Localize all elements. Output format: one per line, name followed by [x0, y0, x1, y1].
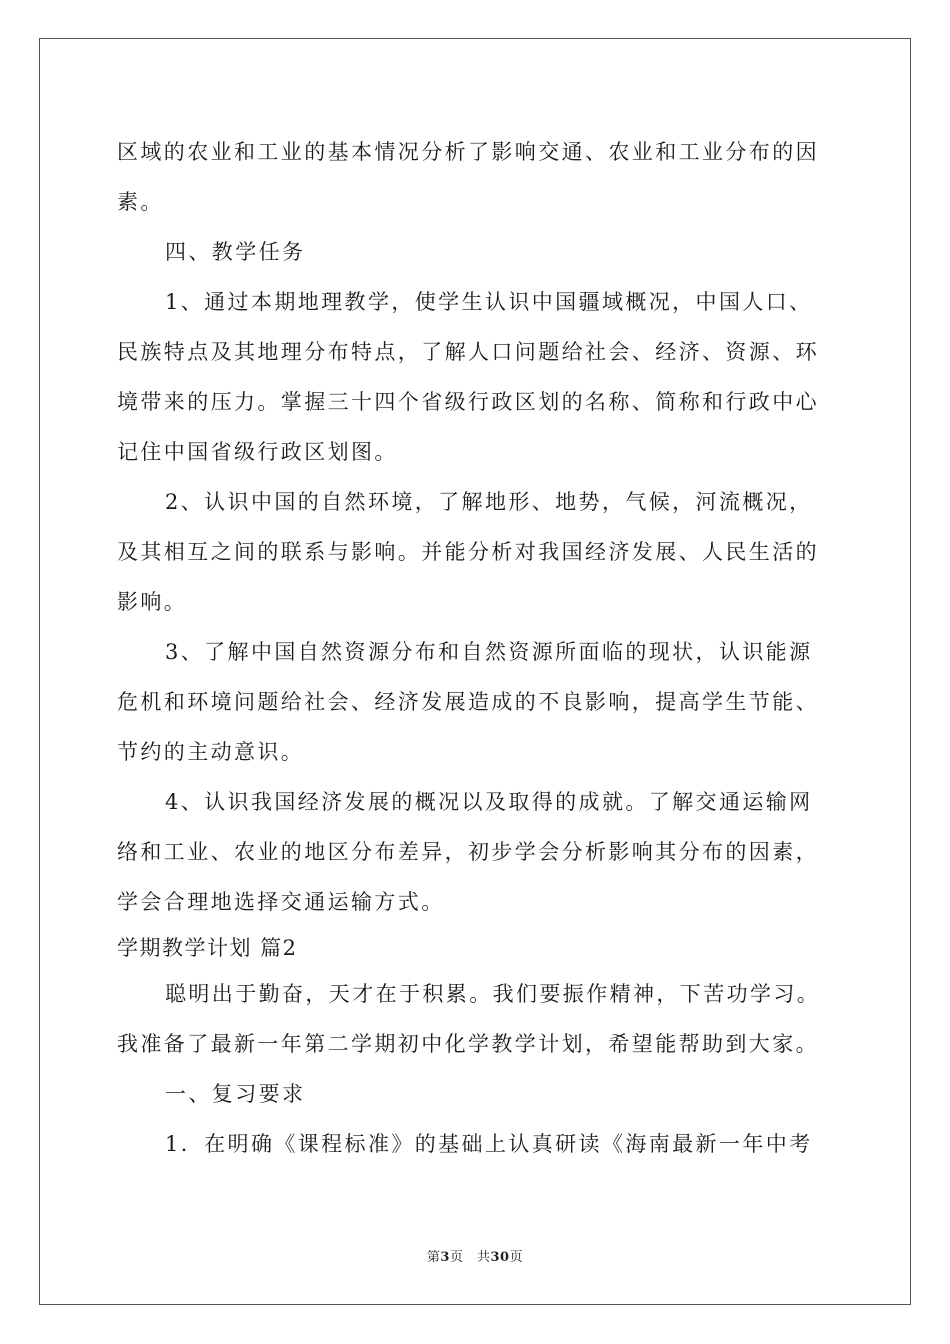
text-line: 4、认识我国经济发展的概况以及取得的成就。了解交通运输网	[165, 790, 813, 814]
section-heading: 学期教学计划 篇2	[117, 936, 298, 960]
text-line: 络和工业、农业的地区分布差异，初步学会分析影响其分布的因素，	[117, 840, 819, 864]
text-line: 区域的农业和工业的基本情况分析了影响交通、农业和工业分布的因	[117, 140, 819, 164]
text-line: 节约的主动意识。	[117, 740, 305, 764]
text-line: 民族特点及其地理分布特点，了解人口问题给社会、经济、资源、环	[117, 340, 819, 364]
text-line: 记住中国省级行政区划图。	[117, 440, 398, 464]
text-line: 四、教学任务	[165, 240, 306, 264]
text-line: 聪明出于勤奋，天才在于积累。我们要振作精神，下苦功学习。	[165, 982, 821, 1006]
text-line: 学会合理地选择交通运输方式。	[117, 890, 445, 914]
page-footer	[0, 1246, 950, 1265]
footer-prefix: 第	[426, 1250, 441, 1265]
text-line: 3、了解中国自然资源分布和自然资源所面临的现状，认识能源	[165, 640, 813, 664]
footer-middle: 页 共	[449, 1250, 491, 1265]
text-line: 1．在明确《课程标准》的基础上认真研读《海南最新一年中考	[165, 1132, 813, 1156]
text-line: 素。	[117, 190, 164, 214]
paragraphs-before	[117, 127, 833, 927]
text-line: 1、通过本期地理教学，使学生认识中国疆域概况，中国人口、	[165, 290, 813, 314]
text-line: 境带来的压力。掌握三十四个省级行政区划的名称、简称和行政中心	[117, 390, 819, 414]
text-line: 我准备了最新一年第二学期初中化学教学计划，希望能帮助到大家。	[117, 1032, 819, 1056]
text-line: 一、复习要求	[165, 1082, 306, 1106]
text-line: 影响。	[117, 590, 188, 614]
text-line: 及其相互之间的联系与影响。并能分析对我国经济发展、人民生活的	[117, 540, 819, 564]
document-body	[117, 127, 833, 1169]
total-page-number: 30	[490, 1250, 510, 1265]
text-line: 危机和环境问题给社会、经济发展造成的不良影响，提高学生节能、	[117, 690, 819, 714]
text-line: 2、认识中国的自然环境，了解地形、地势，气候，河流概况，	[165, 490, 813, 514]
paragraphs-after	[117, 969, 833, 1169]
footer-suffix: 页	[509, 1250, 524, 1265]
current-page-number: 3	[440, 1250, 450, 1265]
